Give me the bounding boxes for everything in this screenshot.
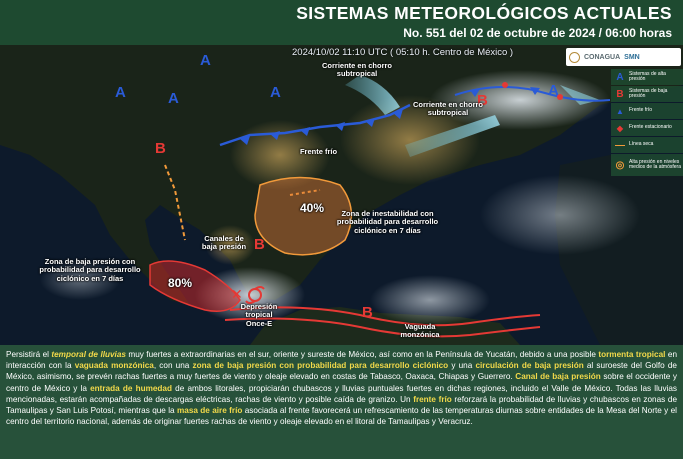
label-monsoon-trough: Vaguada monzónica <box>400 322 440 340</box>
satellite-map <box>0 45 683 345</box>
dry-line-icon: — <box>615 139 625 151</box>
bulletin-number: No. 551 del 02 de octubre de 2024 / 06:00 horas <box>403 26 672 40</box>
legend-stationary-front: ◆ Frente estacionario <box>611 120 683 136</box>
high-pressure-A2: A <box>115 84 126 101</box>
high-pressure-A1: A <box>200 52 211 69</box>
header-bar <box>0 0 683 45</box>
stationary-front-icon: ◆ <box>616 123 624 133</box>
highlight-temporal: temporal de lluvias <box>51 350 126 359</box>
legend-cold-front: ▲ Frente frío <box>611 103 683 119</box>
highlight-frente: frente frío <box>413 394 452 404</box>
highlight-circulacion: circulación de baja presión <box>475 361 584 371</box>
legend-mid-level-high: ◎ Alta presión en niveles medios de la atmósfera <box>611 154 683 176</box>
smn-logo-text: SMN <box>624 53 640 61</box>
map-legend <box>611 69 683 207</box>
bulletin-paragraph: Persistirá el temporal de lluvias muy fuertes a extraordinarias en el sur, oriente y sureste de México, así como en la Península de Yucatán, debido a una posible tormenta tropical en interacción con la vaguada monzónica, con una zona de baja presión con probabilidad para desarrollo ciclónico y una circulación de baja presión al suroeste del Golfo de México, asimismo, se prevén rachas fuertes a muy fuertes de viento y oleaje elevado en costas de Tabasco, Oaxaca, Chiapas y Guerrero. Canal de baja presión sobre el occidente y centro de México y la entrada de humedad de ambos litorales, propiciarán chubascos y lluvias puntuales fuertes en dichas regiones, incluido el Valle de México. Todas las lluvias mencionadas, estarán acompañadas de descargas eléctricas, rachas de viento y posible caída de granizo. Un frente frío reforzará la probabilidad de lluvias y chubascos en zonas de Tamaulipas y San Luis Potosí, mientras que la masa de aire frío asociada al frente favorecerá un refrescamiento de las temperaturas diurnas sobre entidades de la Mesa del Norte y el centro del territorio nacional, además de originar fuertes rachas de viento y oleaje elevado en el litoral de Tamaulipas y Veracruz. <box>6 350 678 427</box>
low-pressure-icon: B <box>616 88 624 100</box>
label-cold-front: Frente frío <box>299 147 338 156</box>
high-pressure-icon: A <box>616 71 624 83</box>
label-40-percent: 40% <box>299 201 325 215</box>
cold-front-icon: ▲ <box>616 106 624 116</box>
highlight-canal: Canal de baja presión <box>515 372 601 382</box>
bulletin-text-panel <box>0 345 683 459</box>
cloud-cluster-central-america <box>370 275 490 325</box>
legend-dry-line: — Línea seca <box>611 137 683 153</box>
highlight-tormenta: tormenta tropical <box>598 350 666 359</box>
label-tropical-depression: Depresión tropical Once-E <box>240 302 278 328</box>
label-pacific-low-zone: Zona de baja presión con probabilidad para desarrollo ciclónico en 7 días <box>39 257 141 283</box>
highlight-vaguada: vaguada monzónica <box>74 361 154 371</box>
map-canvas <box>0 45 683 345</box>
high-pressure-A4: A <box>270 84 281 101</box>
legend-low-pressure: B Sistemas de baja presión <box>611 86 683 102</box>
label-80-percent: 80% <box>167 276 193 290</box>
page-title: SISTEMAS METEOROLÓGICOS ACTUALES <box>296 3 672 23</box>
highlight-zona-baja: zona de baja presión con probabilidad para desarrollo ciclónico <box>192 361 449 371</box>
highlight-masa-aire: masa de aire frío <box>176 406 243 416</box>
legend-high-pressure: A Sistemas de alta presión <box>611 69 683 85</box>
conagua-logo-icon <box>569 52 580 63</box>
low-pressure-B2: B <box>477 92 488 109</box>
low-pressure-B4: B <box>362 304 373 321</box>
label-low-pressure-channels: Canales de baja presión <box>201 234 247 252</box>
high-pressure-A5: A <box>548 82 559 99</box>
high-pressure-mid-levels-icon: ◎ <box>615 159 625 171</box>
highlight-humedad: entrada de humedad <box>90 383 172 393</box>
label-jet-stream-2: Corriente en chorro subtropical <box>413 100 484 118</box>
low-pressure-B1: B <box>155 140 166 157</box>
label-jet-stream-1: Corriente en chorro subtropical <box>322 61 393 79</box>
conagua-logo-text: CONAGUA <box>584 53 621 61</box>
label-instability-zone: Zona de inestabilidad con probabilidad para desarrollo ciclónico en 7 días <box>336 209 439 235</box>
high-pressure-A3: A <box>168 90 179 107</box>
satellite-timestamp: 2024/10/02 11:10 UTC ( 05:10 h. Centro de México ) <box>292 47 514 58</box>
low-pressure-B3: B <box>254 236 265 253</box>
agency-logos <box>566 48 681 66</box>
zone-x-mark: ✕ <box>231 287 243 303</box>
